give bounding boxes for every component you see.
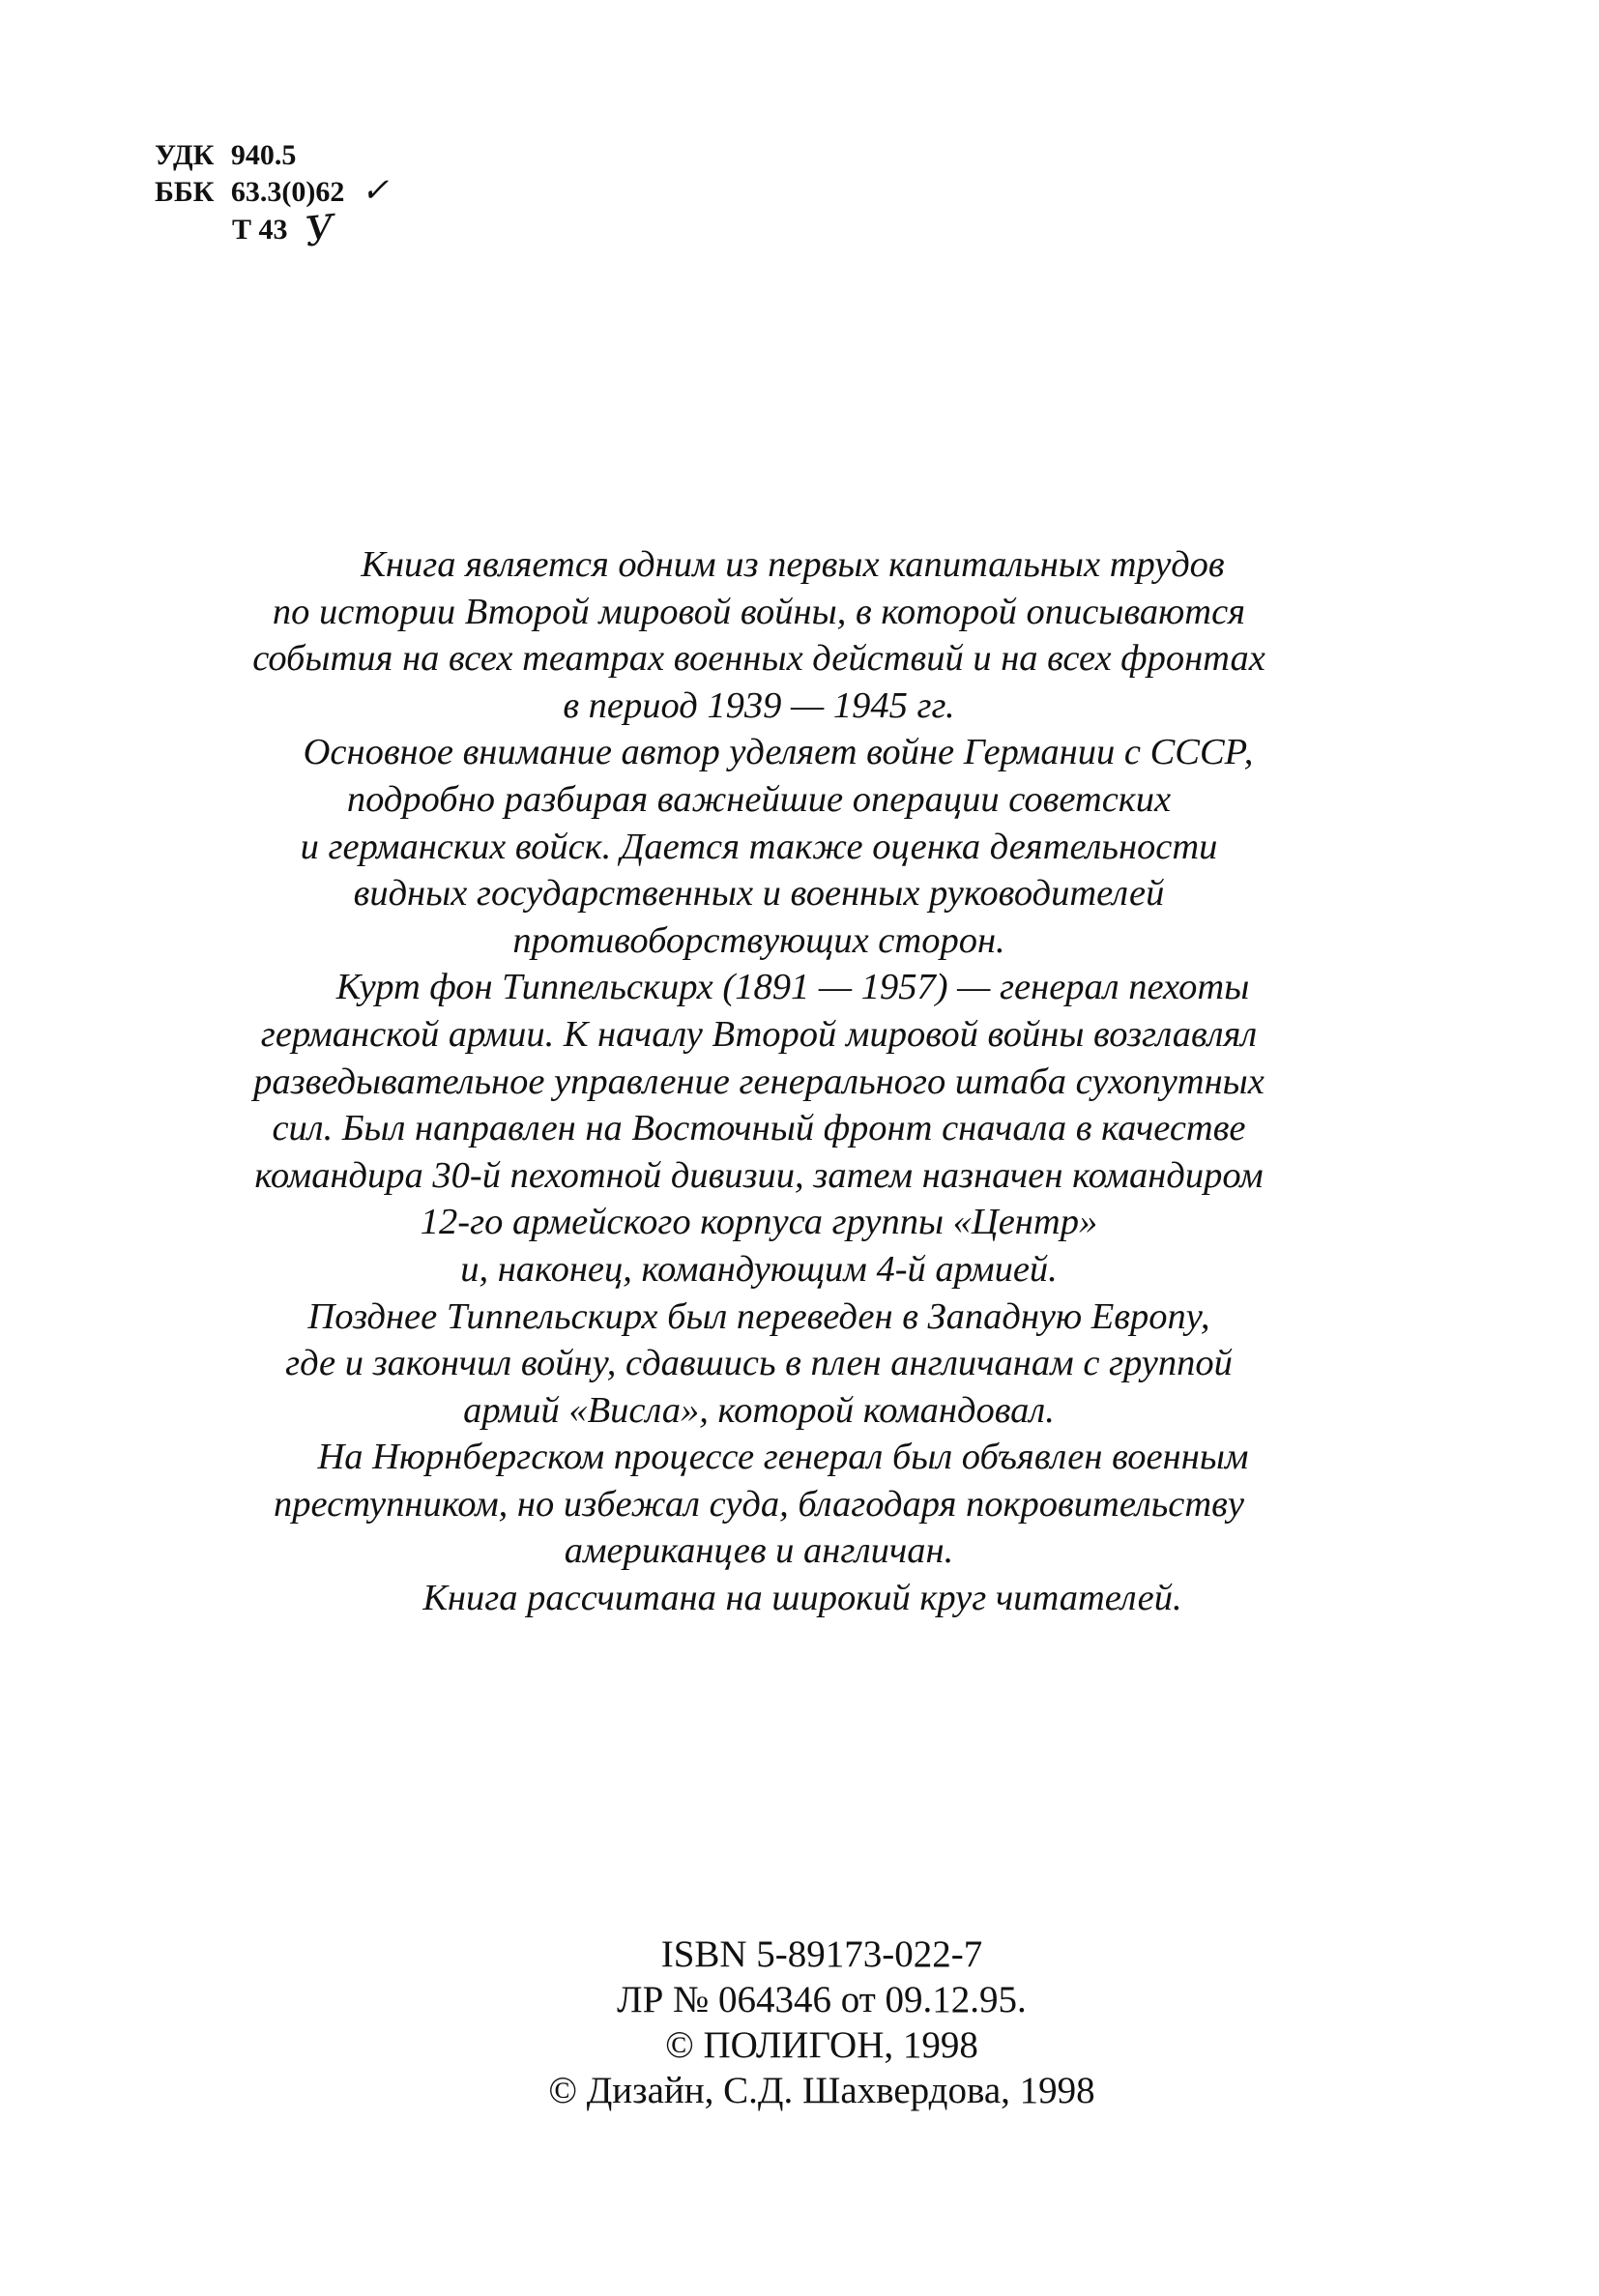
annotation-line: Книга является одним из первых капитальных трудов — [361, 544, 1225, 585]
library-classification — [155, 138, 390, 256]
imprint-block — [425, 1932, 1218, 2113]
udk-label: УДК — [155, 139, 215, 171]
annotation-line: американцев и англичан. — [564, 1530, 954, 1572]
bbk-label: ББК — [155, 176, 215, 208]
annotation-line: Курт фон Типпельскирх (1891 — 1957) — генерал пехоты — [335, 967, 1250, 1008]
annotation-line: сил. Был направлен на Восточный фронт сначала в качестве — [272, 1108, 1246, 1149]
annotation-line: и германских войск. Дается также оценка деятельности — [300, 826, 1218, 867]
annotation-line: Книга рассчитана на широкий круг читателей. — [422, 1578, 1182, 1619]
annotation-line: где и закончил войну, сдавшись в плен англичанам с группой — [285, 1343, 1233, 1384]
annotation-line: по истории Второй мировой войны, в которой описываются — [272, 591, 1246, 632]
bbk-value: 63.3(0)62 — [230, 176, 345, 208]
isbn: ISBN 5-89173-022-7 — [660, 1933, 983, 1975]
annotation-line: Основное внимание автор уделяет войне Германии с СССР, — [303, 732, 1254, 773]
annotation-line: в период 1939 — 1945 гг. — [563, 684, 955, 726]
udk-code — [155, 138, 389, 173]
annotation-line: Позднее Типпельскирх был переведен в Западную Европу, — [307, 1295, 1210, 1337]
annotation-line: командира 30-й пехотной дивизии, затем назначен командиром — [254, 1154, 1264, 1196]
handwritten-letter: У — [303, 205, 337, 256]
annotation-line: и, наконец, командующим 4-й армией. — [460, 1248, 1058, 1290]
book-annotation — [135, 541, 1382, 1622]
annotation-line: противоборствующих сторон. — [512, 919, 1005, 961]
udk-value: 940.5 — [230, 139, 297, 171]
design-copyright: © Дизайн, С.Д. Шахвердова, 1998 — [548, 2070, 1095, 2111]
checkmark-icon: ✓ — [361, 171, 390, 210]
publishing-license: ЛР № 064346 от 09.12.95. — [617, 1979, 1027, 2020]
annotation-line: видных государственных и военных руководителей — [353, 873, 1165, 915]
annotation-line: армий «Висла», которой командовал. — [463, 1389, 1055, 1431]
annotation-line: 12-го армейского корпуса группы «Центр» — [420, 1202, 1098, 1243]
bbk-code — [155, 173, 389, 208]
annotation-line: На Нюрнбергском процессе генерал был объявлен военным — [317, 1437, 1249, 1478]
annotation-line: германской армии. К началу Второй мировой войны возглавлял — [260, 1013, 1258, 1055]
annotation-line: подробно разбирая важнейшие операции советских — [346, 778, 1172, 820]
author-mark: Т 43 — [232, 214, 288, 246]
annotation-line: преступником, но избежал суда, благодаря покровительству — [274, 1483, 1244, 1525]
annotation-line: события на всех театрах военных действий и на всех фронтах — [252, 638, 1265, 680]
author-sign — [155, 205, 389, 256]
publisher-copyright: © ПОЛИГОН, 1998 — [665, 2024, 978, 2066]
annotation-line: разведывательное управление генерального штаба сухопутных — [253, 1061, 1265, 1102]
